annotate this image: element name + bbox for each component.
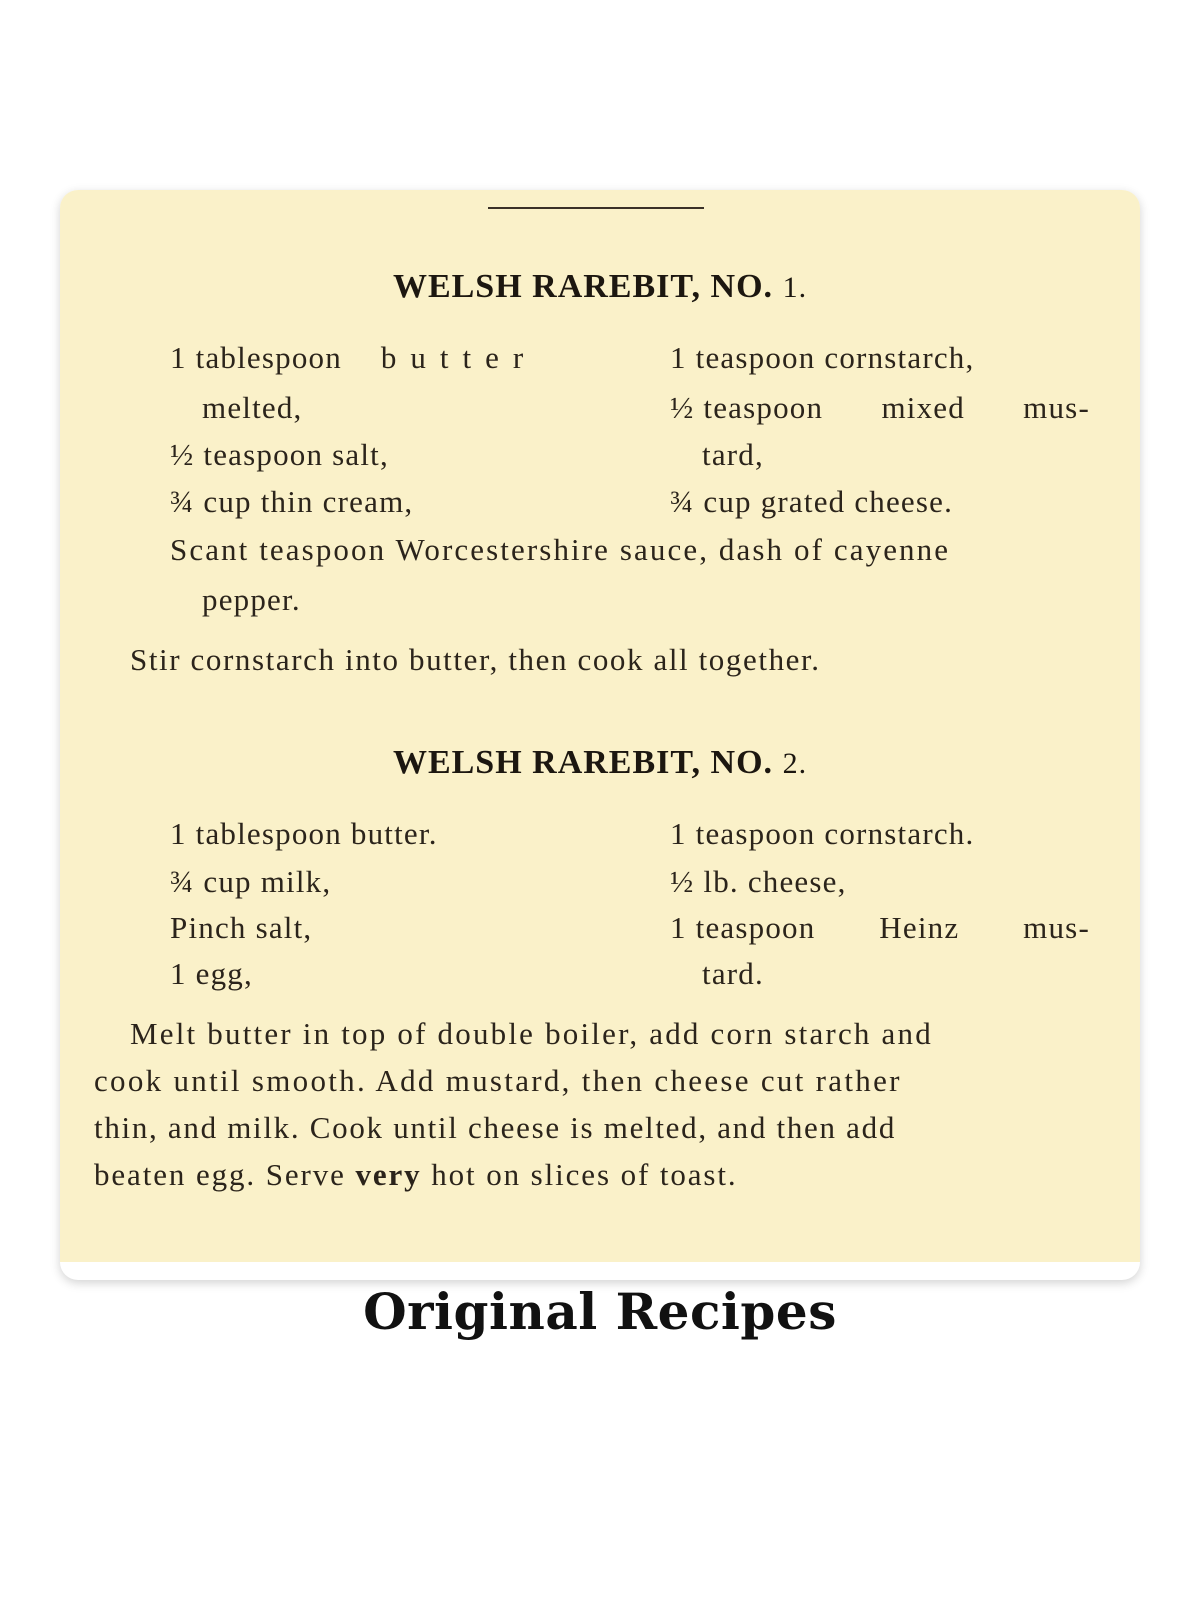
r2-ingredient-line: ½ lb. cheese,: [670, 864, 847, 899]
r2-ingredient-line: 1 egg,: [170, 956, 253, 991]
recipe-card: [60, 190, 1140, 1280]
r2-method-text: beaten egg. Serve: [94, 1157, 346, 1192]
r1-ingredient-line: tard,: [702, 437, 764, 472]
r1-ingredient-line: [670, 392, 1090, 423]
r2-method-line: thin, and milk. Cook until cheese is melted, and then add: [94, 1110, 897, 1145]
r2-method-emphasis: very: [355, 1157, 422, 1192]
caption-title: Original Recipes: [363, 1282, 837, 1341]
recipe-2-title-text: WELSH RAREBIT, NO.: [392, 744, 774, 781]
r2-word: Heinz: [879, 910, 960, 945]
r1-sauce-line-cont: pepper.: [202, 582, 301, 617]
recipe-2-number: 2.: [782, 747, 808, 780]
r2-method-line: [94, 1159, 738, 1190]
r2-word: mus-: [1023, 910, 1090, 945]
recipe-1-number: 1.: [782, 271, 808, 304]
r1-ingredient-qty: 1 tablespoon: [170, 340, 342, 375]
r1-word: ½ teaspoon: [670, 390, 824, 425]
r2-ingredient-line: tard.: [702, 956, 764, 991]
r2-ingredient-line: 1 tablespoon butter.: [170, 816, 438, 851]
r1-ingredient-line: ¾ cup grated cheese.: [670, 484, 954, 519]
r1-ingredient-line: melted,: [202, 390, 303, 425]
r1-word: mus-: [1023, 390, 1090, 425]
r2-method-line: Melt butter in top of double boiler, add corn starch and: [130, 1016, 933, 1051]
r2-method-line: cook until smooth. Add mustard, then cheese cut rather: [94, 1063, 902, 1098]
r1-word: mixed: [881, 390, 965, 425]
r1-ingredient-line: [170, 342, 537, 373]
recipe-1-title: [60, 268, 1140, 306]
r1-method: Stir cornstarch into butter, then cook all together.: [130, 642, 821, 677]
r1-ingredient-line: 1 teaspoon cornstarch,: [670, 340, 975, 375]
r1-ingredient-line: ¾ cup thin cream,: [170, 484, 414, 519]
r1-ingredient-line: ½ teaspoon salt,: [170, 437, 389, 472]
r2-ingredient-line: [670, 912, 1090, 943]
cookbook-clipping: [60, 190, 1140, 1262]
r2-method-text: hot on slices of toast.: [431, 1157, 738, 1192]
r2-word: 1 teaspoon: [670, 910, 816, 945]
recipe-2-title: [60, 744, 1140, 782]
r2-ingredient-line: ¾ cup milk,: [170, 864, 332, 899]
r1-sauce-line: Scant teaspoon Worcestershire sauce, dash of cayenne: [170, 532, 951, 567]
r1-ingredient-word: butter: [380, 340, 538, 375]
recipe-1-title-text: WELSH RAREBIT, NO.: [392, 268, 774, 305]
r2-ingredient-line: Pinch salt,: [170, 910, 313, 945]
r2-ingredient-line: 1 teaspoon cornstarch.: [670, 816, 975, 851]
top-divider: [488, 207, 704, 209]
